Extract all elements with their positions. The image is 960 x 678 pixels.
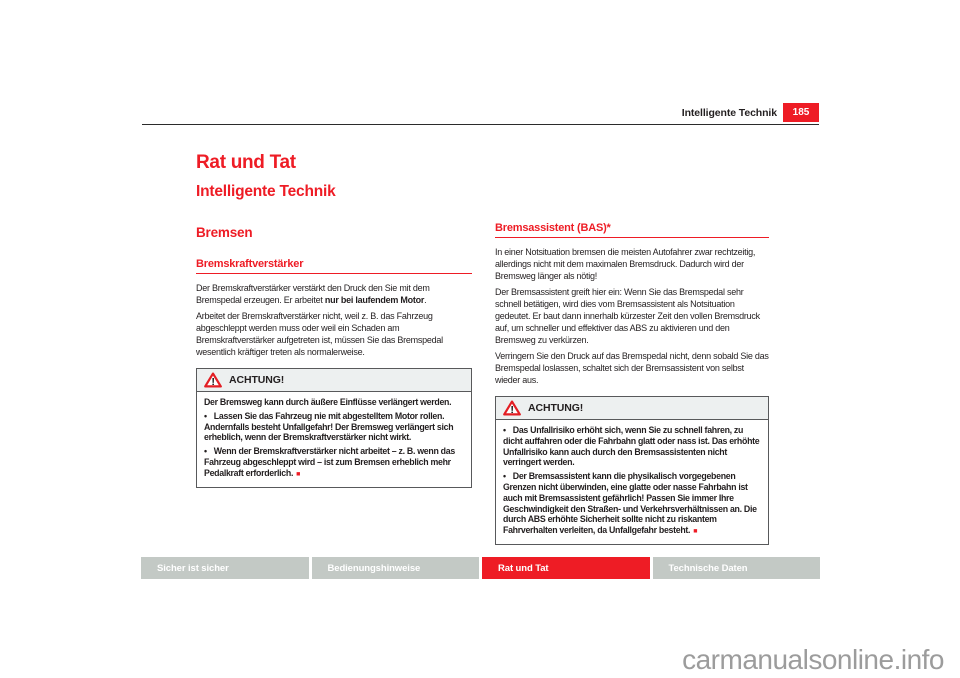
paragraph: Der Bremsassistent greift hier ein: Wenn Sie das Bremspedal sehr schnell betätigen, wird dies vom Bremsassistent als Notsituation gedeutet. Er baut dann innerhalb kürzester Zeit den vollen Bremsdruck auf, um schneller und effektiver das ABS zu aktivieren und den Bremsweg zu verkürzen. [495, 287, 760, 345]
watermark: carmanualsonline.info [682, 644, 944, 675]
header-divider [142, 124, 819, 125]
left-paragraphs [196, 282, 472, 358]
warning-label: ACHTUNG! [528, 402, 584, 414]
page-title: Rat und Tat [196, 152, 296, 173]
page-subtitle: Intelligente Technik [196, 183, 336, 200]
warning-body [197, 392, 471, 487]
bullet-item: • Wenn der Bremskraftverstärker nicht arbeitet – z. B. wenn das Fahrzeug abgeschleppt wird – ist zum Bremsen erheblich mehr Pedalkraft erforderlich. ■ [204, 446, 455, 478]
bullet-marker: • [503, 425, 506, 435]
warning-triangle-icon [204, 372, 222, 388]
right-paragraphs [495, 246, 769, 386]
column-left [196, 225, 472, 488]
bullet-marker: • [503, 471, 506, 482]
bullet-item: • Das Unfallrisiko erhöht sich, wenn Sie zu schnell fahren, zu dicht auffahren oder die Fahrbahn glatt oder nass ist. Das erhöhte Unfallrisiko kann auch durch den Bremsassistenten nicht verringert werden. [503, 425, 760, 468]
subsection-heading-bremsassistent: Bremsassistent (BAS)* [495, 222, 769, 238]
footer-tab-bar [141, 557, 820, 579]
column-right [495, 222, 769, 545]
bullet-marker: • [204, 410, 207, 421]
svg-text:!: ! [510, 405, 514, 416]
warning-label: ACHTUNG! [229, 374, 285, 386]
footer-tab-sicher-ist-sicher: Sicher ist sicher [141, 557, 309, 579]
page-number-badge: 185 [783, 103, 819, 122]
svg-text:!: ! [211, 377, 215, 388]
bullet-item: • Lassen Sie das Fahrzeug nie mit abgestelltem Motor rollen. Andernfalls besteht Unfallgefahr! Der Bremsweg verlängert sich erheblich, wenn der Bremskraftverstärker nicht wirkt. [204, 410, 454, 443]
section-end-square: ■ [693, 528, 698, 536]
bullet-item: • Der Bremsassistent kann die physikalisch vorgegebenen Grenzen nicht überwinden, eine glatte oder nasse Fahrbahn ist auch mit Bremsassistent gefährlich! Passen Sie immer Ihre Geschwindigkeit den Straßen- und Verkehrsverhältnissen an. Die durch ABS erhöhte Sicherheit sollte nicht zu riskantem Fahrverhalten verleiten, da Unfallgefahr besteht. ■ [503, 471, 757, 536]
warning-body [496, 420, 768, 544]
warning-header [197, 369, 471, 392]
paragraph: Arbeitet der Bremskraftverstärker nicht, weil z. B. das Fahrzeug abgeschleppt werden muss oder weil ein Schaden am Bremskraftverstärker aufgetreten ist, müssen Sie das Bremspedal wesentlich kräftiger treten als normalerweise. [196, 311, 443, 357]
bullet-marker: • [204, 446, 207, 457]
subsection-heading-bremskraftverstaerker: Bremskraftverstärker [196, 258, 472, 274]
warning-box-left [196, 368, 472, 488]
footer-tab-technische-daten: Technische Daten [653, 557, 821, 579]
paragraph: Der Bremskraftverstärker verstärkt den Druck den Sie mit dem Bremspedal erzeugen. Er arbeitet nur bei laufendem Motor. [196, 283, 430, 305]
paragraph: Verringern Sie den Druck auf das Bremspedal nicht, denn sobald Sie das Bremspedal loslassen, schaltet sich der Bremsassistent von selbst wieder aus. [495, 351, 769, 385]
warning-triangle-icon [503, 400, 521, 416]
section-heading-bremsen: Bremsen [196, 225, 253, 240]
footer-tab-rat-und-tat: Rat und Tat [482, 557, 650, 579]
header-section-title: Intelligente Technik [681, 107, 777, 119]
paragraph: Der Bremsweg kann durch äußere Einflüsse verlängert werden. [204, 397, 452, 407]
paragraph: In einer Notsituation bremsen die meisten Autofahrer zwar rechtzeitig, allerdings nicht mit dem maximalen Bremsdruck. Dadurch wird der Bremsweg länger als nötig! [495, 247, 756, 281]
warning-box-right [495, 396, 769, 545]
footer-tab-bedienungshinweise: Bedienungshinweise [312, 557, 480, 579]
warning-header [496, 397, 768, 420]
section-end-square: ■ [296, 470, 301, 478]
